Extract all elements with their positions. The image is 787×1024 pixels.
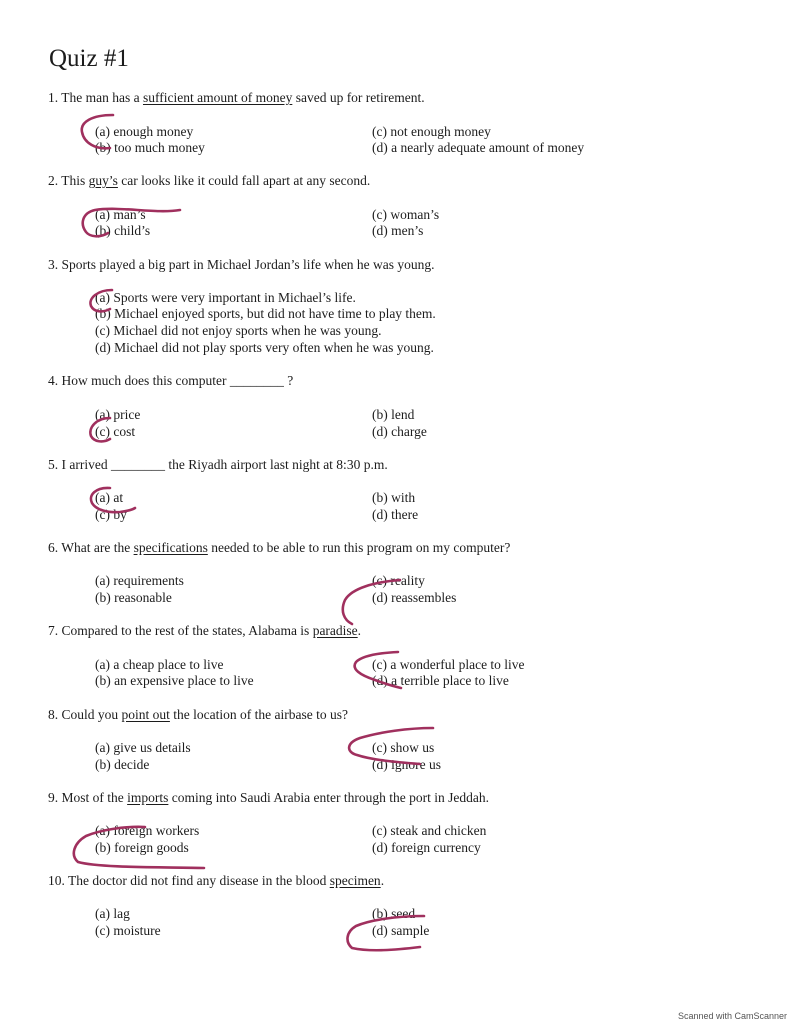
question-1 [48,89,425,106]
question-10 [48,872,384,889]
q6-option-a[interactable]: (a) requirements [95,573,184,588]
q5-option-a[interactable]: (a) at [95,490,124,505]
question-6-term: specifications [133,540,208,555]
q8-option-b[interactable]: (b) decide [95,757,150,772]
q6-option-c[interactable]: (c) reality [372,573,425,588]
question-7-term: paradise [312,623,358,638]
q3-option-d[interactable]: (d) Michael did not play sports very often when he was young. [95,340,434,355]
q1-option-b[interactable]: (b) too much money [95,140,205,155]
q4-option-b[interactable]: (b) lend [372,407,415,422]
q5-option-b[interactable]: (b) with [372,490,416,505]
question-1-term: sufficient amount of money [142,90,293,105]
q4-option-c[interactable]: (c) cost [95,424,136,439]
question-1-text-end: saved up for retirement. [292,90,425,105]
q10-option-a[interactable]: (a) lag [95,906,130,921]
question-7-text-end: . [357,623,362,638]
question-2-term: guy’s [88,173,118,188]
q5-option-d[interactable]: (d) there [372,507,419,522]
q3-option-c[interactable]: (c) Michael did not enjoy sports when he was young. [95,323,382,338]
q7-option-a[interactable]: (a) a cheap place to live [95,657,224,672]
q5-option-c[interactable]: (c) by [95,507,127,522]
q1-option-c[interactable]: (c) not enough money [372,124,491,139]
q9-option-a[interactable]: (a) foreign workers [95,823,200,838]
question-10-text: 10. The doctor did not find any disease in the blood [48,873,330,888]
q1-option-d[interactable]: (d) a nearly adequate amount of money [372,140,585,155]
question-9-text-end: coming into Saudi Arabia enter through the port in Jeddah. [168,790,489,805]
scanner-watermark: Scanned with CamScanner [678,1011,787,1021]
question-10-term: specimen [329,873,381,888]
question-8-text: 8. Could you [48,707,122,722]
q7-option-c[interactable]: (c) a wonderful place to live [372,657,525,672]
q2-option-c[interactable]: (c) woman’s [372,207,440,222]
q2-option-a[interactable]: (a) man’s [95,207,146,222]
q4-option-a[interactable]: (a) price [95,407,141,422]
q8-option-d[interactable]: (d) ignore us [372,757,441,772]
q10-option-d[interactable]: (d) sample [372,923,430,938]
question-8-text-end: the location of the airbase to us? [169,707,348,722]
question-8-term: point out [121,707,170,722]
question-2-text: 2. This [48,173,89,188]
question-9-term: imports [127,790,169,805]
q2-option-d[interactable]: (d) men’s [372,223,424,238]
q3-option-a[interactable]: (a) Sports were very important in Michael’s life. [95,290,356,305]
question-1-text: 1. The man has a [48,90,143,105]
question-6-text: 6. What are the [48,540,134,555]
question-2-text-end: car looks like it could fall apart at any second. [117,173,371,188]
question-6-text-end: needed to be able to run this program on my computer? [207,540,511,555]
q1-option-a[interactable]: (a) enough money [95,124,194,139]
question-10-text-end: . [380,873,385,888]
question-5: 5. I arrived ________ the Riyadh airport last night at 8:30 p.m. [48,457,388,472]
q3-option-b[interactable]: (b) Michael enjoyed sports, but did not have time to play them. [95,306,436,321]
question-6 [48,539,510,556]
q9-option-c[interactable]: (c) steak and chicken [372,823,487,838]
q9-option-b[interactable]: (b) foreign goods [95,840,189,855]
question-9 [48,789,489,806]
question-7-text: 7. Compared to the rest of the states, Alabama is [48,623,313,638]
q7-option-b[interactable]: (b) an expensive place to live [95,673,254,688]
q8-option-c[interactable]: (c) show us [372,740,435,755]
q8-option-a[interactable]: (a) give us details [95,740,191,755]
question-7 [48,622,361,639]
question-3: 3. Sports played a big part in Michael Jordan’s life when he was young. [48,257,435,272]
question-8 [48,706,348,723]
q6-option-b[interactable]: (b) reasonable [95,590,172,605]
q2-option-b[interactable]: (b) child’s [95,223,151,238]
q9-option-d[interactable]: (d) foreign currency [372,840,481,855]
q10-option-b[interactable]: (b) seed [372,906,416,921]
question-4: 4. How much does this computer ________ ? [48,373,294,388]
quiz-title: Quiz #1 [49,45,129,72]
q6-option-d[interactable]: (d) reassembles [372,590,457,605]
q7-option-d[interactable]: (d) a terrible place to live [372,673,509,688]
q4-option-d[interactable]: (d) charge [372,424,427,439]
question-2 [48,172,370,189]
question-9-text: 9. Most of the [48,790,128,805]
q10-option-c[interactable]: (c) moisture [95,923,161,938]
